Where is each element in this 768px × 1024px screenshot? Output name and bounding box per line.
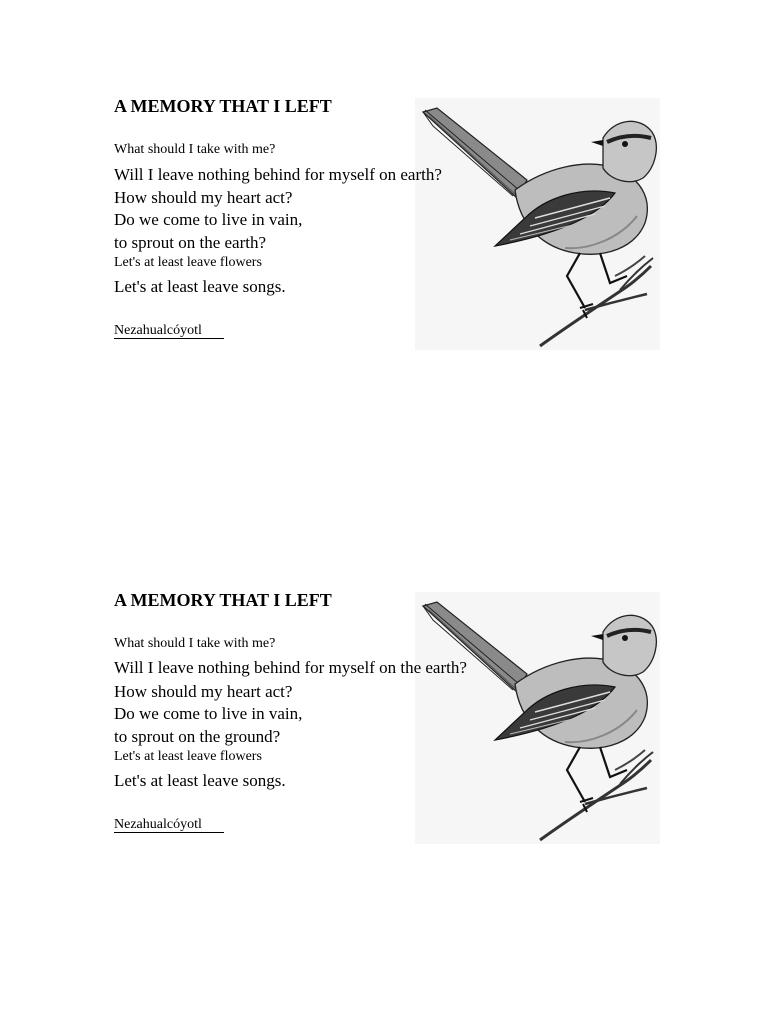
mockingbird-drawing	[415, 592, 660, 844]
poem-line-2: Will I leave nothing behind for myself on the earth?	[114, 658, 467, 677]
poem-line-4: Do we come to live in vain,	[114, 210, 303, 229]
poem-line-3: How should my heart act?	[114, 682, 293, 701]
poem-author: Nezahualcóyotl	[114, 323, 224, 339]
mockingbird-illustration	[415, 592, 660, 844]
poem-line-6: Let's at least leave flowers	[114, 749, 262, 764]
poem-line-7: Let's at least leave songs.	[114, 277, 286, 296]
poem-line-5: to sprout on the earth?	[114, 233, 267, 252]
mockingbird-illustration	[415, 98, 660, 350]
poem-line-7: Let's at least leave songs.	[114, 771, 286, 790]
mockingbird-drawing	[415, 98, 660, 350]
poem-block-1	[0, 90, 768, 370]
poem-author: Nezahualcóyotl	[114, 817, 224, 833]
poem-title: A MEMORY THAT I LEFT	[114, 96, 332, 116]
poem-line-4: Do we come to live in vain,	[114, 704, 303, 723]
poem-line-2: Will I leave nothing behind for myself on earth?	[114, 165, 442, 184]
poem-title: A MEMORY THAT I LEFT	[114, 590, 332, 610]
poem-line-1: What should I take with me?	[114, 636, 276, 651]
poem-line-3: How should my heart act?	[114, 188, 293, 207]
poem-block-2	[0, 584, 768, 864]
poem-line-5: to sprout on the ground?	[114, 727, 281, 746]
poem-line-6: Let's at least leave flowers	[114, 255, 262, 270]
poem-line-1: What should I take with me?	[114, 142, 276, 157]
